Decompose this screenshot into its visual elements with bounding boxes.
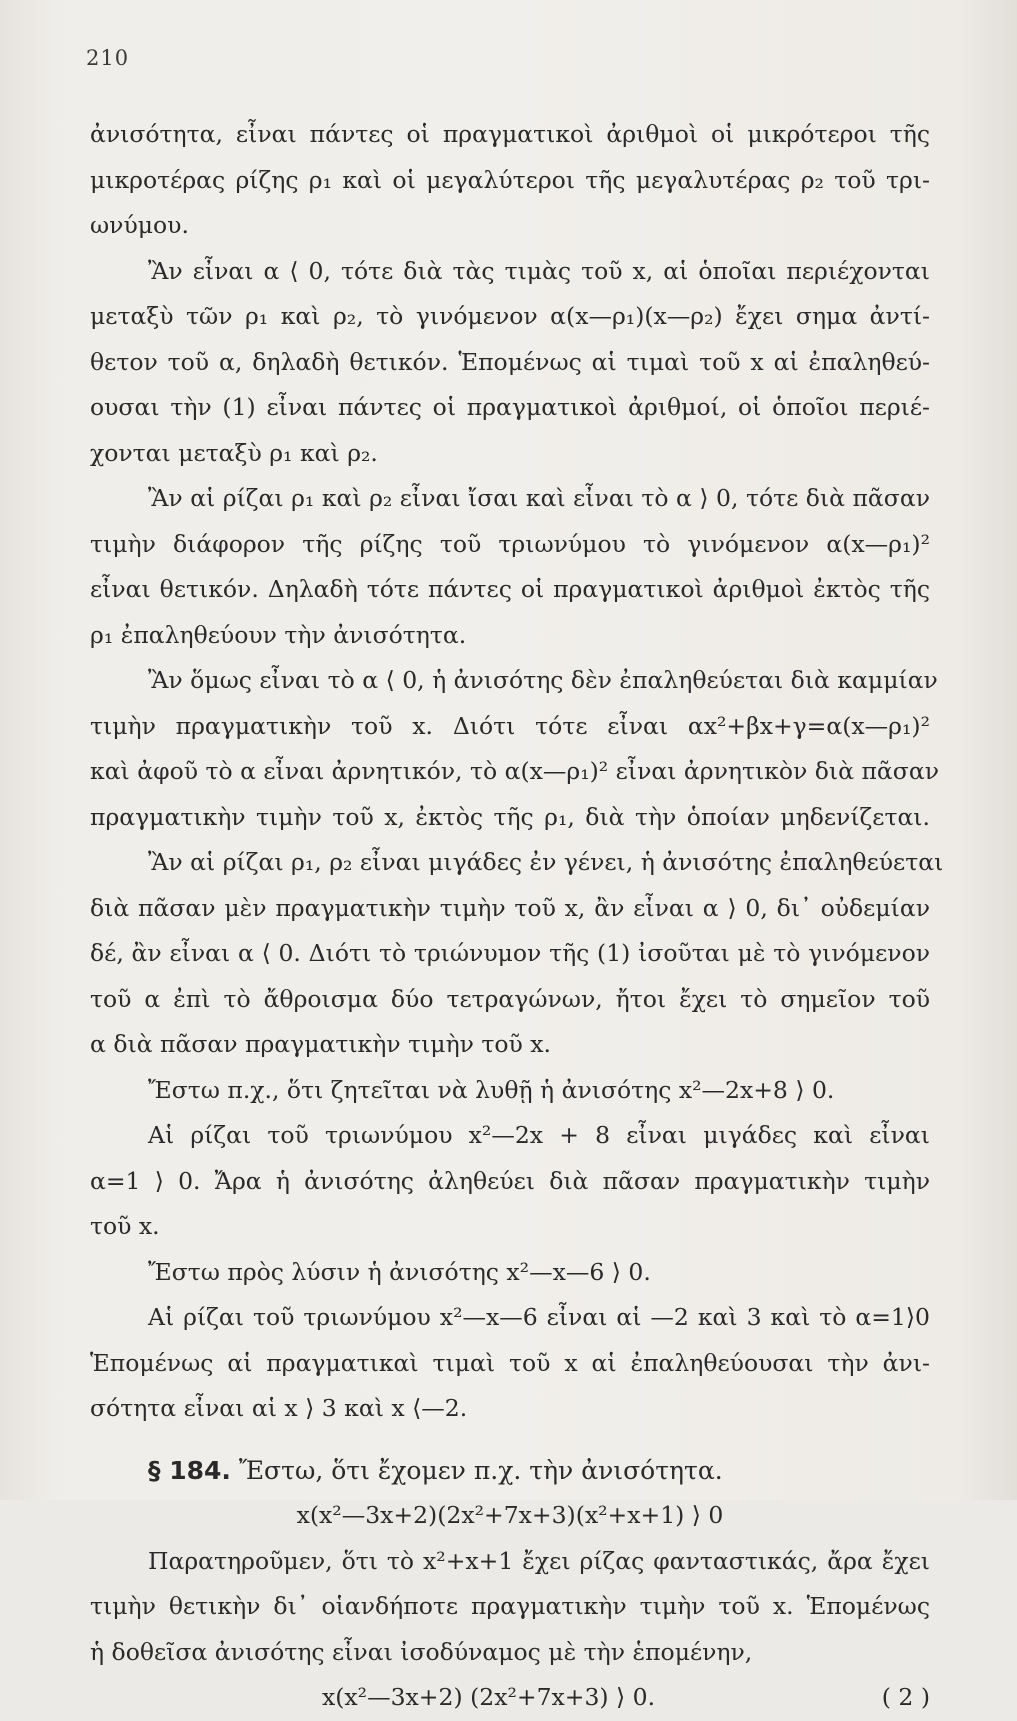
text-line: τιμὴν διάφορον τῆς ρίζης τοῦ τριωνύμου τὸ γινόμενον α(x—ρ₁)² [90,529,930,558]
text-line: δέ, ἂν εἶναι α ⟨ 0. Διότι τὸ τριώνυμον τῆς (1) ἰσοῦται μὲ τὸ γινόμενον [90,939,930,967]
text-line: πραγματικὴν τιμὴν τοῦ x, ἐκτὸς τῆς ρ₁, διὰ τὴν ὁποίαν μηδενίζεται. [90,802,930,831]
text-line: α=1 ⟩ 0. Ἄρα ἡ ἀνισότης ἀληθεύει διὰ πᾶσαν πραγματικὴν τιμὴν [90,1166,930,1195]
text-line: Ἑπομένως αἱ πραγματικαὶ τιμαὶ τοῦ x αἱ ἐπαληθεύουσαι τὴν ἀνι- [90,1348,930,1377]
equation-number: ( 2 ) [881,1683,930,1711]
text-line: διὰ πᾶσαν μὲν πραγματικὴν τιμὴν τοῦ x, ἂν εἶναι α ⟩ 0, δι᾽ οὐδεμίαν [90,893,930,922]
text-line: Αἱ ρίζαι τοῦ τριωνύμου x²—2x + 8 εἶναι μιγάδες καὶ εἶναι [148,1121,930,1149]
text-line: Παρατηροῦμεν, ὅτι τὸ x²+x+1 ἔχει ρίζας φανταστικάς, ἄρα ἔχει [148,1546,930,1575]
text-line: Ἂν ὅμως εἶναι τὸ α ⟨ 0, ἡ ἀνισότης δὲν ἐπαληθεύεται διὰ καμμίαν [148,666,938,694]
text-line: Ἂν εἶναι α ⟨ 0, τότε διὰ τὰς τιμὰς τοῦ x, αἱ ὁποῖαι περιέχονται [148,256,930,285]
text-line: Αἱ ρίζαι τοῦ τριωνύμου x²—x—6 εἶναι αἱ —2 καὶ 3 καὶ τὸ α=1⟩0 [148,1303,930,1331]
section-formula: x(x²—3x+2)(2x²+7x+3)(x²+x+1) ⟩ 0 [296,1501,724,1529]
body-text [90,112,944,1721]
text-line: τοῦ x. [90,1212,160,1240]
text-line: Ἔστω π.χ., ὅτι ζητεῖται νὰ λυθῇ ἡ ἀνισότης x²—2x+8 ⟩ 0. [148,1075,835,1104]
text-line: τιμὴν θετικὴν δι᾽ οἱανδήποτε πραγματικὴν τιμὴν τοῦ x. Ἑπομένως [90,1592,930,1620]
text-line: θετον τοῦ α, δηλαδὴ θετικόν. Ἑπομένως αἱ τιμαὶ τοῦ x αἱ ἐπαληθεύ- [90,347,930,376]
text-line: Ἂν αἱ ρίζαι ρ₁, ρ₂ εἶναι μιγάδες ἐν γένει, ἡ ἀνισότης ἐπαληθεύεται [148,848,944,876]
section-number: § 184. [148,1455,231,1485]
text-line: α διὰ πᾶσαν πραγματικὴν τιμὴν τοῦ x. [90,1030,552,1058]
text-line: τοῦ α ἐπὶ τὸ ἄθροισμα δύο τετραγώνων, ἤτοι ἔχει τὸ σημεῖον τοῦ [90,984,930,1013]
text-line: εἶναι θετικόν. Δηλαδὴ τότε πάντες οἱ πραγματικοὶ ἀριθμοὶ ἐκτὸς τῆς [90,575,930,603]
text-line: καὶ ἀφοῦ τὸ α εἶναι ἀρνητικόν, τὸ α(x—ρ₁)² εἶναι ἀρνητικὸν διὰ πᾶσαν [90,757,939,785]
equation-line [90,1675,930,1721]
section-heading [90,1448,930,1494]
text-line: ρ₁ ἐπαληθεύουν τὴν ἀνισότητα. [90,620,467,649]
text-line: Ἂν αἱ ρίζαι ρ₁ καὶ ρ₂ εἶναι ἴσαι καὶ εἶναι τὸ α ⟩ 0, τότε διὰ πᾶσαν [148,484,930,512]
text-line: σότητα εἶναι αἱ x ⟩ 3 καὶ x ⟨—2. [90,1394,468,1422]
text-line: ουσαι τὴν (1) εἶναι πάντες οἱ πραγματικοὶ ἀριθμοί, οἱ ὁποῖοι περιέ- [90,393,930,421]
equation: x(x²—3x+2) (2x²+7x+3) ⟩ 0. [322,1683,656,1711]
text-line: ἀνισότητα, εἶναι πάντες οἱ πραγματικοὶ ἀριθμοὶ οἱ μικρότεροι τῆς [90,120,930,148]
text-line: μεταξὺ τῶν ρ₁ καὶ ρ₂, τὸ γινόμενον α(x—ρ₁)(x—ρ₂) ἔχει σημα ἀντί- [90,302,930,330]
text-line: χονται μεταξὺ ρ₁ καὶ ρ₂. [90,438,378,467]
text-line: ωνύμου. [90,211,189,239]
text-line: ἡ δοθεῖσα ἀνισότης εἶναι ἰσοδύναμος μὲ τὴν ἑπομένην, [90,1637,753,1666]
section-intro: Ἔστω, ὅτι ἔχομεν π.χ. τὴν ἀνισότητα. [238,1455,723,1485]
text-line: Ἔστω πρὸς λύσιν ἡ ἀνισότης x²—x—6 ⟩ 0. [148,1257,651,1286]
page-number: 210 [86,46,130,70]
text-line: μικροτέρας ρίζης ρ₁ καὶ οἱ μεγαλύτεροι τῆς μεγαλυτέρας ρ₂ τοῦ τρι- [90,165,930,194]
text-line: τιμὴν πραγματικὴν τοῦ x. Διότι τότε εἶναι αx²+βx+γ=α(x—ρ₁)² [90,711,930,740]
